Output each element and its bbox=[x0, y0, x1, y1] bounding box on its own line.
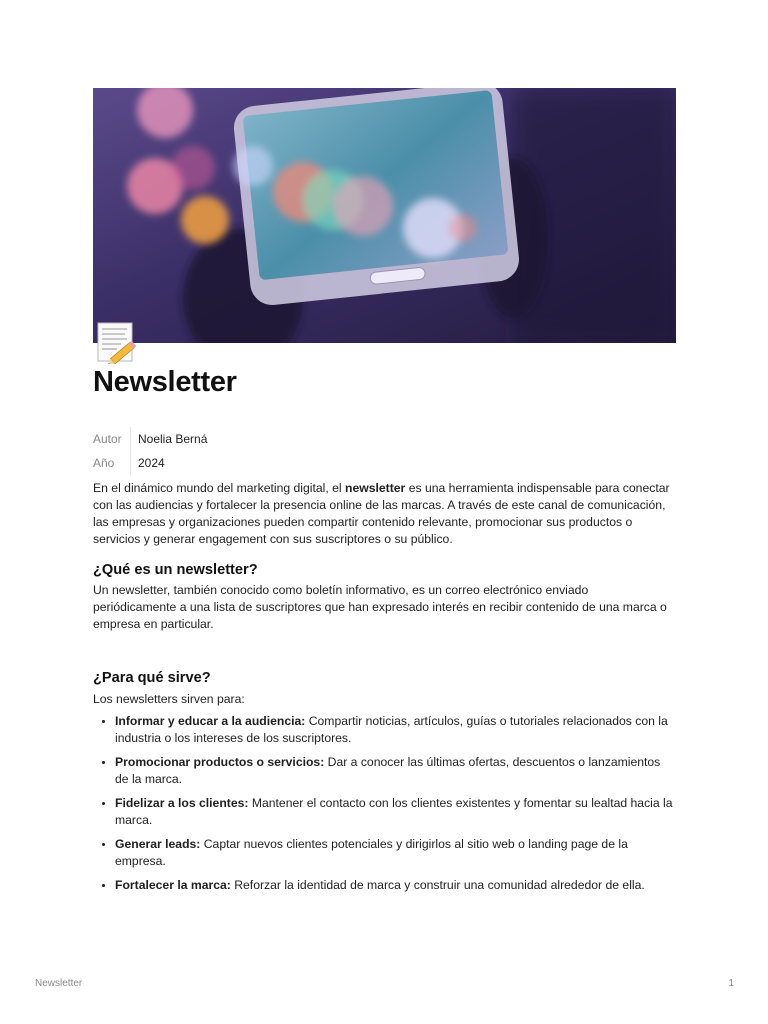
list-item-bold: Generar leads: bbox=[115, 837, 201, 851]
property-autor bbox=[93, 427, 676, 451]
list-item-text: Dar a conocer las últimas ofertas, descuentos o lanzamientos de la marca. bbox=[115, 755, 661, 786]
property-ano bbox=[93, 451, 676, 475]
list-item bbox=[115, 713, 673, 747]
bullet-list bbox=[93, 713, 673, 894]
page-properties bbox=[93, 427, 676, 475]
property-value[interactable]: 2024 bbox=[138, 456, 165, 470]
property-value[interactable]: Noelia Berná bbox=[138, 432, 208, 446]
list-item bbox=[115, 754, 673, 788]
property-key: Autor bbox=[93, 427, 131, 451]
list-item-text: Captar nuevos clientes potenciales y dirigirlos al sitio web o landing page de la empresa. bbox=[115, 837, 628, 868]
list-item-bold: Fortalecer la marca: bbox=[115, 878, 231, 892]
intro-bold: newsletter bbox=[345, 481, 406, 495]
property-key: Año bbox=[93, 451, 131, 475]
list-item bbox=[115, 836, 673, 870]
list-item-text: Compartir noticias, artículos, guías o tutoriales relacionados con la industria o los intereses de los suscriptores. bbox=[115, 714, 668, 745]
section-lead: Los newsletters sirven para: bbox=[93, 692, 245, 706]
intro-text: es una herramienta indispensable para conectar con las audiencias y fortalecer la presencia online de las marcas. A través de este canal de comunicación, las empresas y organizaciones pueden compartir contenido relevante, promocionar sus productos o servicios y generar engagement con sus suscriptores o su público. bbox=[93, 481, 670, 546]
page-content bbox=[93, 480, 673, 901]
section-paragraph: Un newsletter, también conocido como boletín informativo, es un correo electrónico enviado periódicamente a una lista de suscriptores que han expresado interés en recibir contenido de una marca o empresa en particular. bbox=[93, 583, 667, 631]
list-item-text: Reforzar la identidad de marca y construir una comunidad alrededor de ella. bbox=[230, 878, 645, 892]
cover-image bbox=[93, 88, 676, 343]
footer-title: Newsletter bbox=[35, 978, 83, 989]
list-item-bold: Informar y educar a la audiencia: bbox=[115, 714, 306, 728]
list-item bbox=[115, 877, 673, 894]
list-item-bold: Fidelizar a los clientes: bbox=[115, 796, 249, 810]
intro-text: En el dinámico mundo del marketing digital, el bbox=[93, 481, 346, 495]
section-heading-para-que: ¿Para qué sirve? bbox=[93, 670, 211, 686]
list-item-bold: Promocionar productos o servicios: bbox=[115, 755, 325, 769]
page-title: Newsletter bbox=[93, 366, 237, 398]
intro-paragraph bbox=[93, 480, 673, 548]
page-number: 1 bbox=[728, 978, 734, 989]
list-item-text: Mantener el contacto con los clientes existentes y fomentar su lealtad hacia la marca. bbox=[115, 796, 673, 827]
list-item bbox=[115, 795, 673, 829]
memo-pencil-icon bbox=[97, 322, 137, 364]
section-heading-que-es: ¿Qué es un newsletter? bbox=[93, 562, 258, 578]
